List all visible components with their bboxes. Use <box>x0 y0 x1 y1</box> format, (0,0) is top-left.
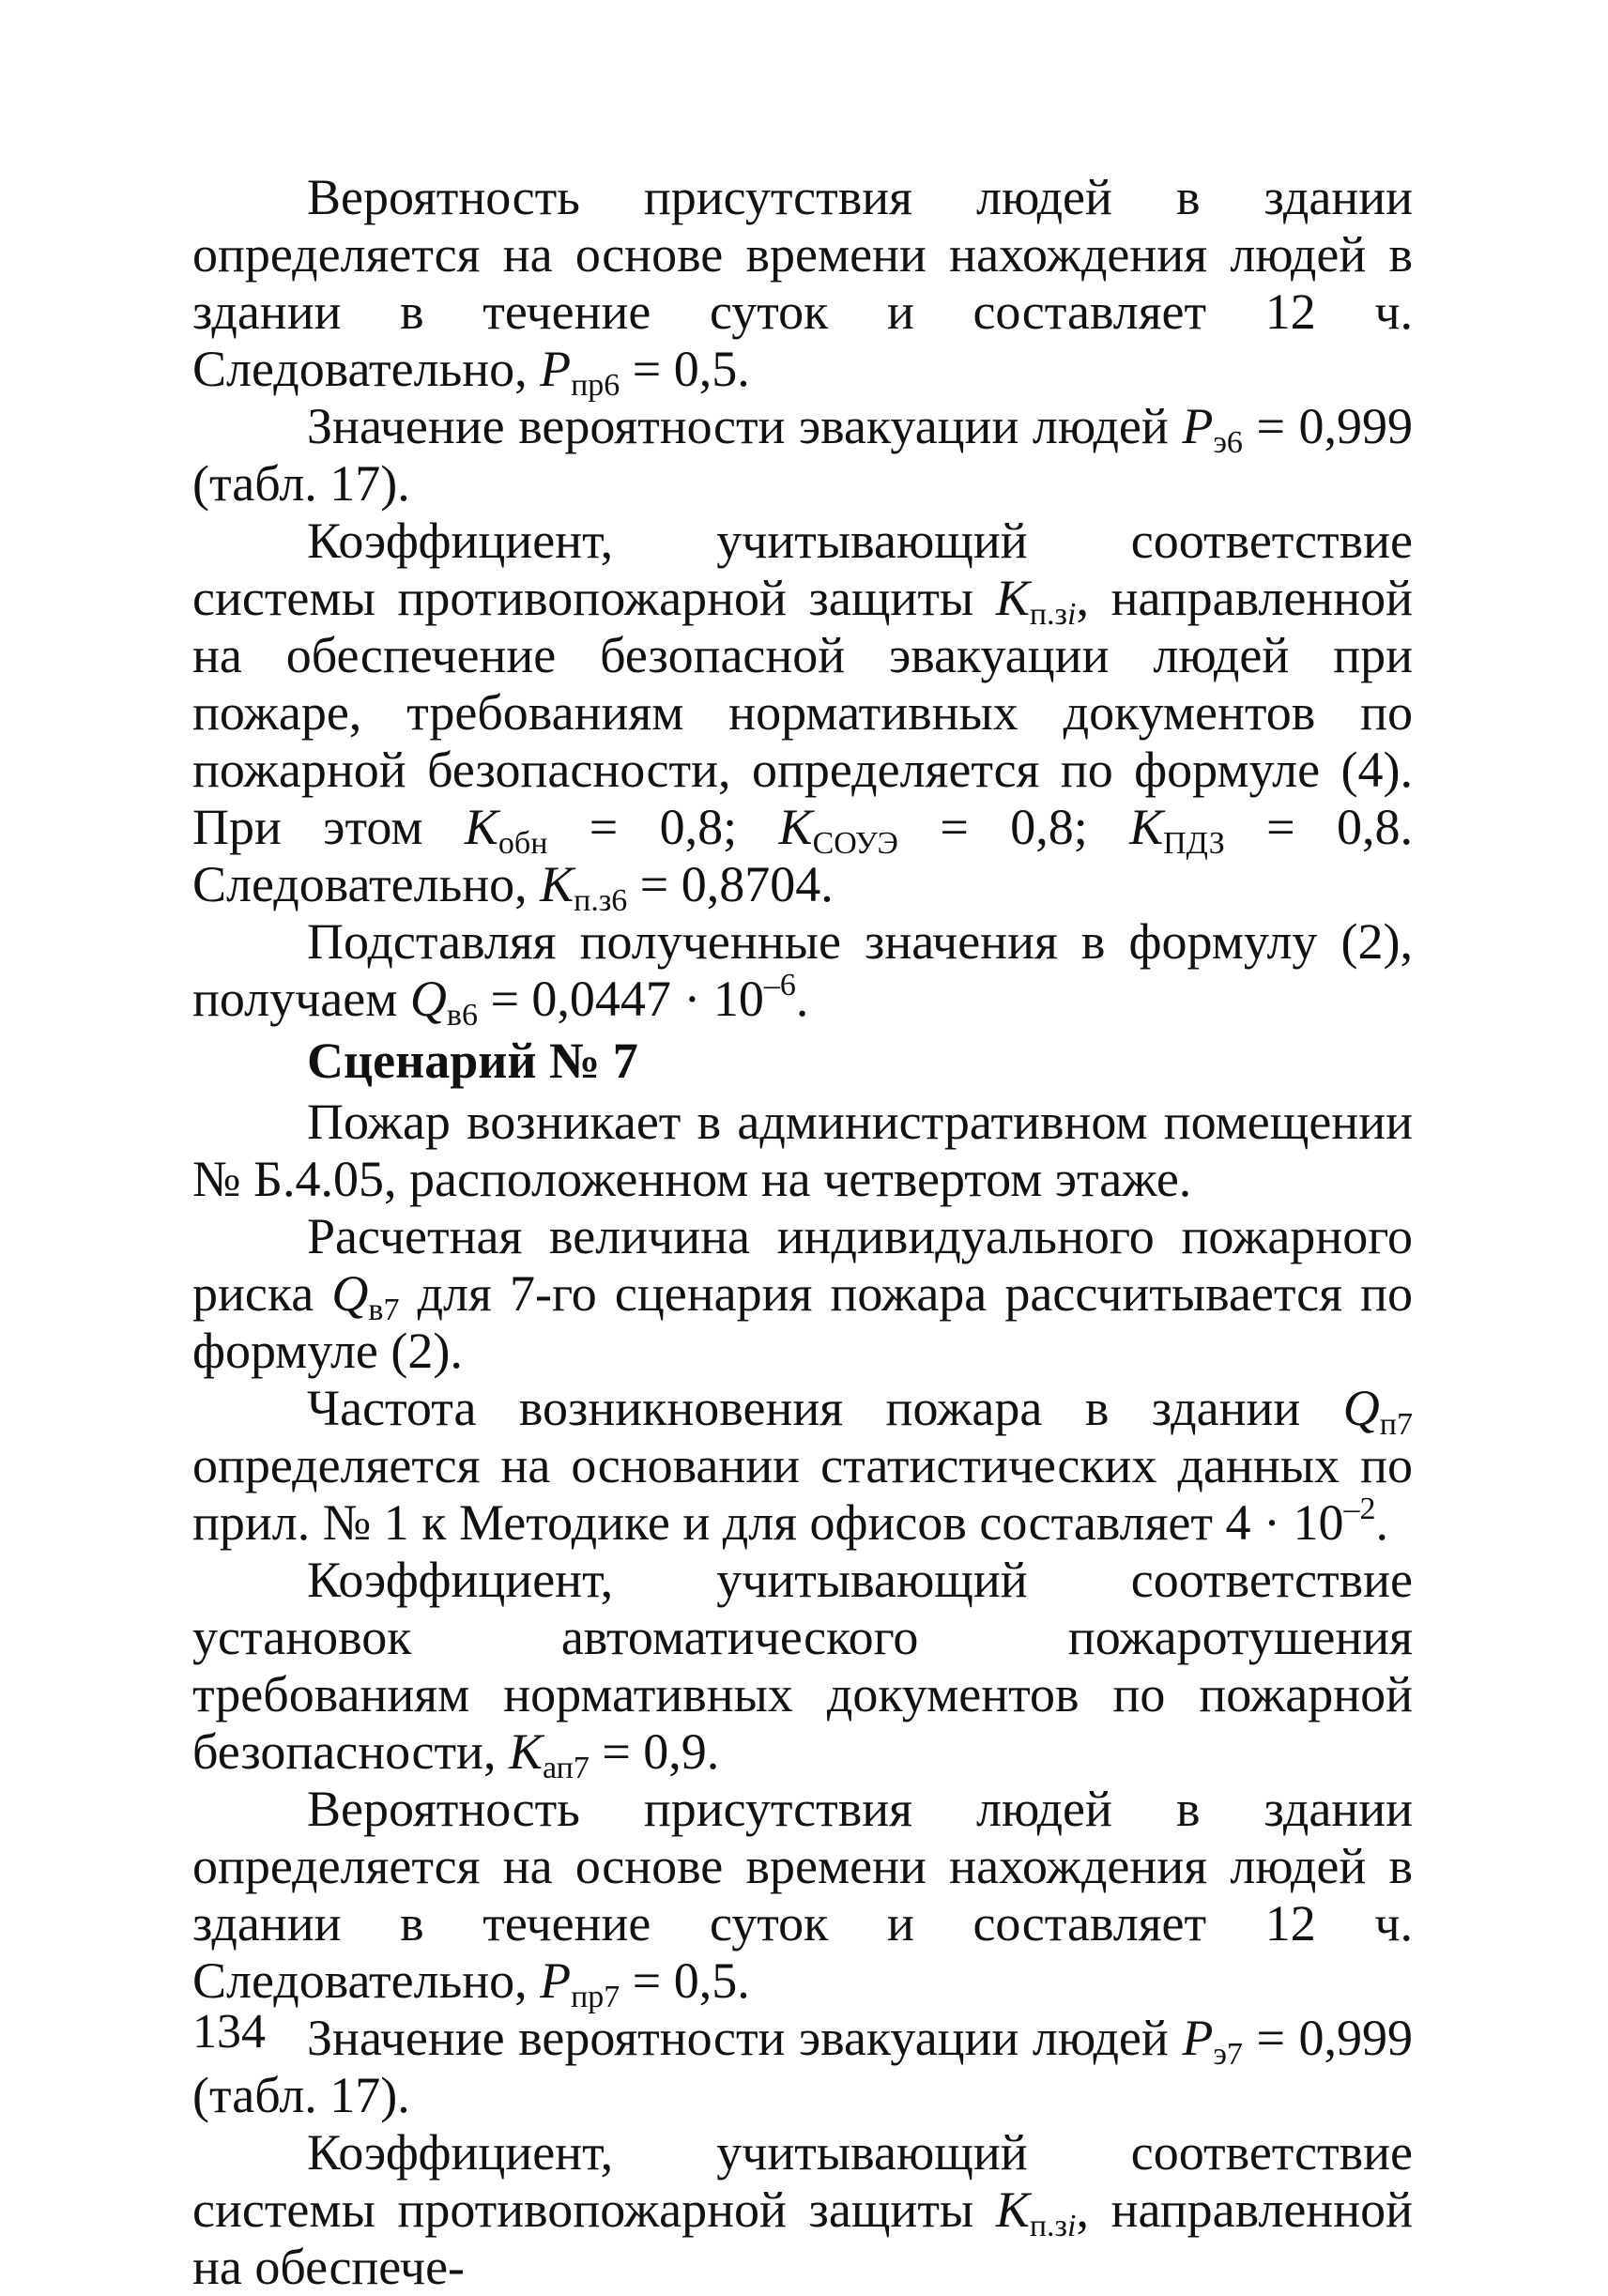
paragraph-presence-probability-7: Вероятность присутствия людей в здании определяется на основе времени нахождения людей в здании в течение суток и составляет 12 ч. Следовательно, $P_{пр7} = 0,5$. <box>192 1781 1413 2014</box>
page-body <box>192 169 1413 2296</box>
paragraph-protection-coefficient-7: Коэффициент, учитывающий соответствие системы противопожарной защиты $K_{п.зi}$, направленной на обеспече- <box>192 2124 1413 2295</box>
paragraph-fire-frequency-7: Частота возникновения пожара в здании $Q_{п7}$ определяется на основании статистических данных по прил. № 1 к Методике и для офисов составляет $4 \cdot 10^{-2}$. <box>192 1380 1413 1551</box>
section-heading-scenario-7: Сценарий № 7 <box>307 1033 638 1089</box>
paragraph-evacuation-probability-7: Значение вероятности эвакуации людей $P_{э7} = 0,999$ (табл. 17). <box>192 2010 1413 2123</box>
paragraph-presence-probability-6: Вероятность присутствия людей в здании определяется на основе времени нахождения людей в здании в течение суток и составляет 12 ч. Следовательно, $P_{пр6} = 0,5$. <box>192 169 1413 403</box>
paragraph-risk-result-6: Подставляя полученные значения в формулу (2), получаем $Q_{в6} = 0,0447 \cdot 10^{-6}$. <box>192 913 1413 1033</box>
page-number: 134 <box>192 2005 266 2059</box>
paragraph-extinguishing-coefficient-7: Коэффициент, учитывающий соответствие установок автоматического пожаротушения требованиям нормативных документов по пожарной безопасности, $K_{ап7} = 0,9$. <box>192 1552 1413 1785</box>
paragraph-evacuation-probability-6: Значение вероятности эвакуации людей $P_{э6} = 0,999$ (табл. 17). <box>192 398 1413 512</box>
paragraph-risk-definition-7: Расчетная величина индивидуального пожарного риска $Q_{в7}$ для 7-го сценария пожара рассчитывается по формуле (2). <box>192 1208 1413 1379</box>
paragraph-fire-location-7: Пожар возникает в административном помещении № Б.4.05, расположенном на четвертом этаже. <box>192 1094 1413 1207</box>
paragraph-protection-coefficient-6: Коэффициент, учитывающий соответствие системы противопожарной защиты $K_{п.зi}$, направленной на обеспечение безопасной эвакуации людей при пожаре, требованиям нормативных документов по пожарной безопасности, определяется по формуле (4). При этом $K_{обн} = 0,8$; $K_{СОУЭ} = 0,8$; $K_{ПДЗ} = 0,8$. Следовательно, $K_{п.з6} = 0,8704$. <box>192 513 1413 918</box>
